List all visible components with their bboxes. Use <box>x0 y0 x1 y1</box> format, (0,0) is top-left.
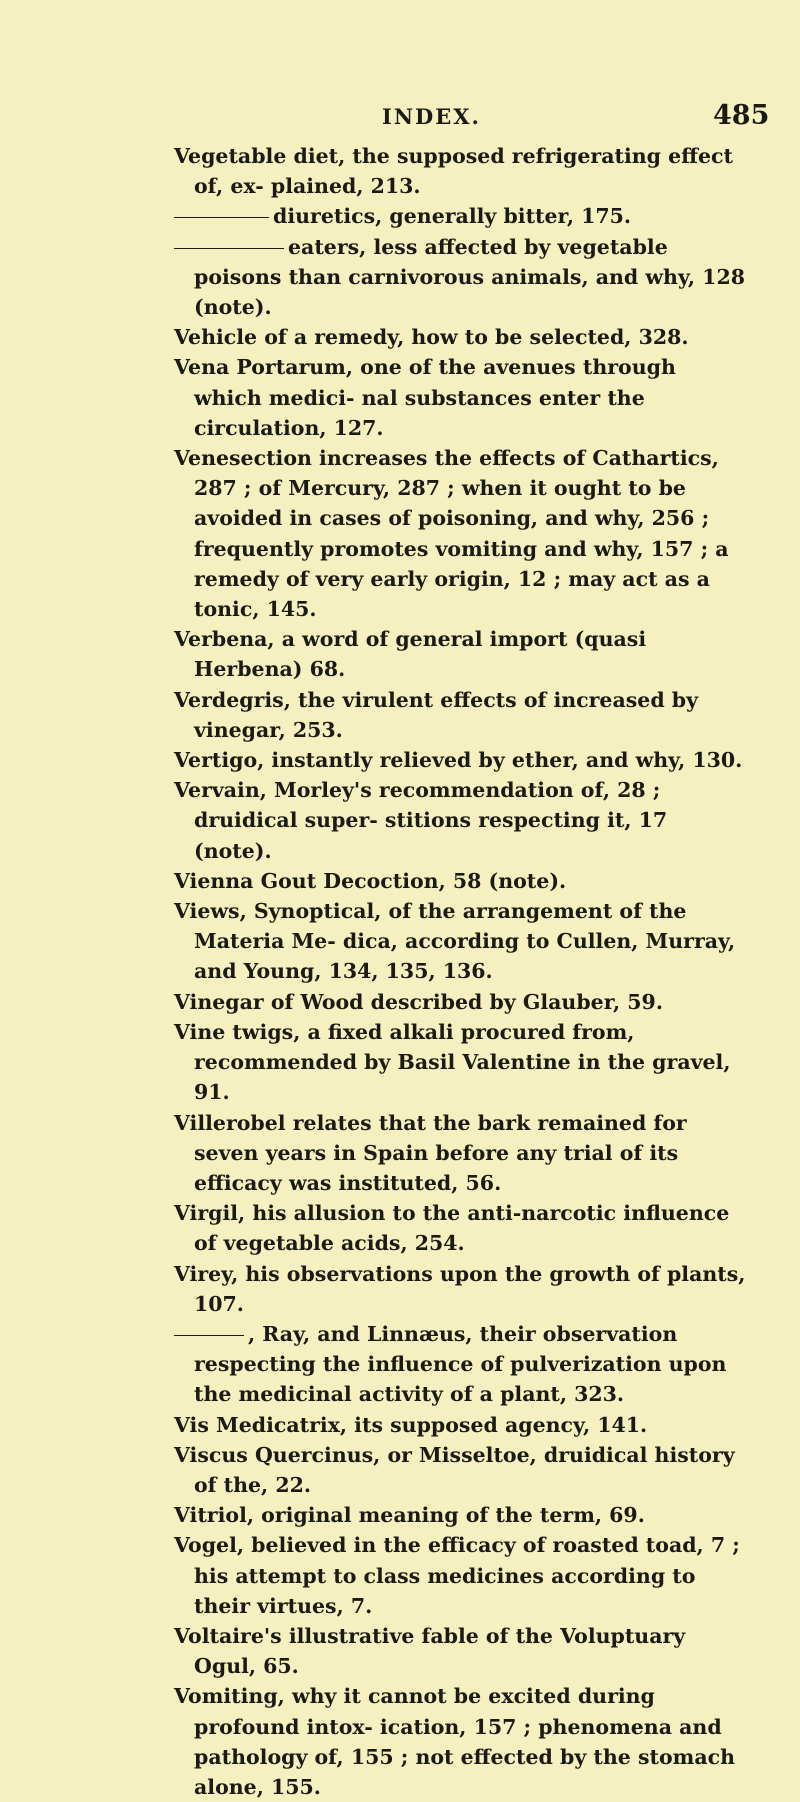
index-entry-text: Vomiting, why it cannot be excited during profound intox- ication, 157 ; phenomena and pathology of, 155 ; not effected by the stomach alone, 155. <box>174 1684 735 1799</box>
running-head <box>0 100 800 138</box>
index-entry-text: Vertigo, instantly relieved by ether, and why, 130. <box>174 748 743 773</box>
index-entry <box>174 1319 748 1410</box>
index-entry-text: Vehicle of a remedy, how to be selected, 328. <box>174 325 689 350</box>
index-entry <box>174 1530 748 1621</box>
index-entry <box>174 352 748 443</box>
index-entry <box>174 1500 748 1530</box>
index-entry-text: Vitriol, original meaning of the term, 69. <box>174 1503 645 1528</box>
index-entry <box>174 624 748 684</box>
index-entries <box>174 141 748 1802</box>
index-entry <box>174 745 748 775</box>
index-entry-text: Vena Portarum, one of the avenues through which medici- nal substances enter the circulation, 127. <box>174 355 676 440</box>
index-entry-text: Vervain, Morley's recommendation of, 28 ; druidical super- stitions respecting it, 17 (note). <box>174 778 668 863</box>
ditto-dash <box>174 248 284 249</box>
index-entry <box>174 443 748 624</box>
index-entry <box>174 1198 748 1258</box>
index-entry-text: Voltaire's illustrative fable of the Voluptuary Ogul, 65. <box>174 1623 686 1679</box>
ditto-dash <box>174 1335 244 1336</box>
index-entry <box>174 775 748 866</box>
index-entry <box>174 1621 748 1681</box>
index-entry-text: Vine twigs, a fixed alkali procured from, recommended by Basil Valentine in the gravel, 91. <box>174 1019 731 1105</box>
index-entry-text: Verdegris, the virulent effects of increased by vinegar, 253. <box>174 687 699 742</box>
index-entry-text: Vogel, believed in the efficacy of roasted toad, 7 ; his attempt to class medicines according to their virtues, 7. <box>174 1533 740 1618</box>
index-entry-text: Viscus Quercinus, or Misseltoe, druidical history of the, 22. <box>174 1442 735 1497</box>
index-entry-text: Vegetable diet, the supposed refrigerating effect of, ex- plained, 213. <box>174 144 734 199</box>
index-entry <box>174 1440 748 1500</box>
index-entry <box>174 987 748 1017</box>
ditto-dash <box>174 217 269 218</box>
index-entry <box>174 1681 748 1802</box>
index-entry <box>174 232 748 323</box>
index-entry-text: Vis Medicatrix, its supposed agency, 141. <box>174 1412 648 1437</box>
index-entry <box>174 322 748 352</box>
index-entry-text: diuretics, generally bitter, 175. <box>273 204 632 229</box>
index-entry <box>174 1108 748 1199</box>
index-entry-text: Virgil, his allusion to the anti-narcotic influence of vegetable acids, 254. <box>174 1201 730 1256</box>
index-entry <box>174 201 748 231</box>
index-entry-text: Views, Synoptical, of the arrangement of the Materia Me- dica, according to Cullen, Murray, and Young, 134, 135, 136. <box>174 899 736 984</box>
index-entry-text: Verbena, a word of general import (quasi Herbena) 68. <box>174 627 647 682</box>
index-entry <box>174 1259 748 1319</box>
page-number: 485 <box>713 100 770 131</box>
index-entry <box>174 685 748 745</box>
index-entry-text: Vinegar of Wood described by Glauber, 59. <box>174 989 663 1014</box>
index-entry <box>174 1017 748 1108</box>
index-entry-text: Vienna Gout Decoction, 58 (note). <box>174 868 567 893</box>
index-entry <box>174 866 748 896</box>
index-entry <box>174 1410 748 1440</box>
running-head-title: INDEX. <box>382 104 481 129</box>
index-entry-text: eaters, less affected by vegetable poisons than carnivorous animals, and why, 128 (note). <box>194 234 745 320</box>
index-entry-text: Venesection increases the effects of Cathartics, 287 ; of Mercury, 287 ; when it ought to be avoided in cases of poisoning, and why, 256 ; frequently promotes vomiting and why, 157 ; a remedy of very early origin, 12 ; may act as a tonic, 145. <box>174 446 729 622</box>
index-entry <box>174 141 748 201</box>
index-entry <box>174 896 748 987</box>
index-entry-text: Villerobel relates that the bark remained for seven years in Spain before any trial of its efficacy was instituted, 56. <box>174 1110 687 1195</box>
index-entry-text: Virey, his observations upon the growth of plants, 107. <box>174 1261 746 1316</box>
index-entry-text: , Ray, and Linnæus, their observation respecting the influence of pulverization upon the medicinal activity of a plant, 323. <box>194 1321 727 1407</box>
